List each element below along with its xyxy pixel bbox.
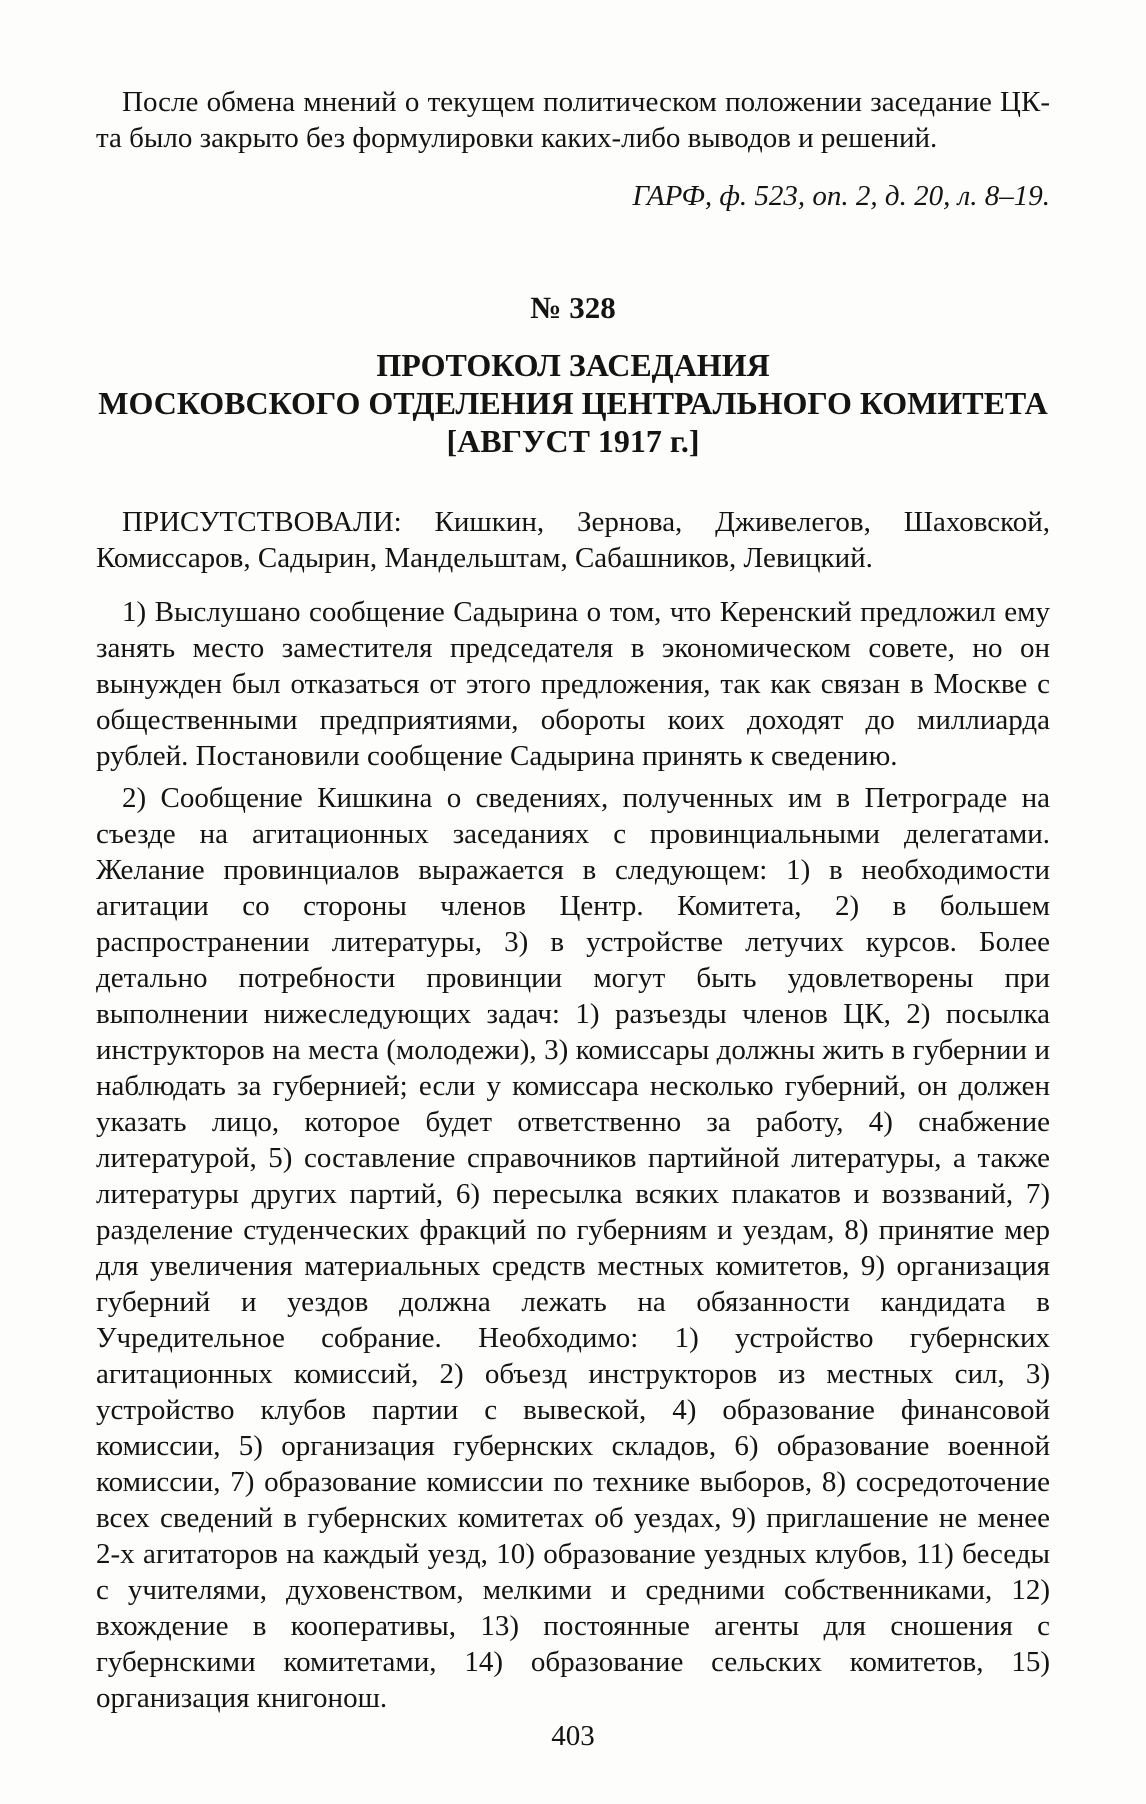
agenda-item-2: 2) Сообщение Кишкина о сведениях, полученных им в Петрограде на съезде на агитационных заседаниях с провинциальными делегатами. Желание провинциалов выражается в следующем: 1) в необходимости агитации со стороны членов Центр. Комитета, 2) в большем распространении литературы, 3) в устройстве летучих курсов. Более детально потребности провинции могут быть удовлетворены при выполнении нижеследующих задач: 1) разъезды членов ЦК, 2) посылка инструкторов на места (молодежи), 3) комиссары должны жить в губернии и наблюдать за губернией; если у комиссара несколько губерний, он должен указать лицо, которое будет ответственно за работу, 4) снабжение литературой, 5) составление справочников партийной литературы, а также литературы других партий, 6) пересылка всяких плакатов и воззваний, 7) разделение студенческих фракций по губерниям и уездам, 8) принятие мер для увеличения материальных средств местных комитетов, 9) организация губерний и уездов должна лежать на обязанности кандидата в Учредительное собрание. Необходимо: 1) устройство губернских агитационных комиссий, 2) объезд инструкторов из местных сил, 3) устройство клубов партии с вывеской, 4) образование финансовой комиссии, 5) организация губернских складов, 6) образование военной комиссии, 7) образование комиссии по технике выборов, 8) сосредоточение всех сведений в губернских комитетах об уездах, 9) приглашение не менее 2-х агитаторов на каждый уезд, 10) образование уездных клубов, 11) беседы с учителями, духовенством, мелкими и средними собственниками, 12) вхождение в кооперативы, 13) постоянные агенты для сношения с губернскими комитетами, 14) образование сельских комитетов, 15) организация книгонош. bbox=[96, 782, 1050, 1714]
page-number: 403 bbox=[551, 1720, 595, 1752]
intro-paragraph: После обмена мнений о текущем политическом положении заседание ЦК-та было закрыто без формулировки каких-либо выводов и решений. bbox=[96, 86, 1050, 154]
document-title-line-2: МОСКОВСКОГО ОТДЕЛЕНИЯ ЦЕНТРАЛЬНОГО КОМИТЕТА bbox=[98, 385, 1048, 421]
document-title-line-1: ПРОТОКОЛ ЗАСЕДАНИЯ bbox=[376, 347, 770, 383]
agenda-item-1: 1) Выслушано сообщение Садырина о том, что Керенский предложил ему занять место заместителя председателя в экономическом совете, но он вынужден был отказаться от этого предложения, так как связан в Москве с общественными предприятиями, обороты коих доходят до миллиарда рублей. Постановили сообщение Садырина принять к сведению. bbox=[96, 596, 1050, 772]
document-title-line-3: [АВГУСТ 1917 г.] bbox=[446, 423, 700, 459]
document-number: № 328 bbox=[530, 290, 616, 325]
attendees-paragraph: ПРИСУТСТВОВАЛИ: Кишкин, Зернова, Дживелегов, Шаховской, Комиссаров, Садырин, Мандельштам, Сабашников, Левицкий. bbox=[96, 506, 1050, 574]
page-body bbox=[96, 84, 1050, 1716]
document-title bbox=[96, 346, 1050, 460]
archive-source: ГАРФ, ф. 523, оп. 2, д. 20, л. 8–19. bbox=[632, 180, 1050, 212]
